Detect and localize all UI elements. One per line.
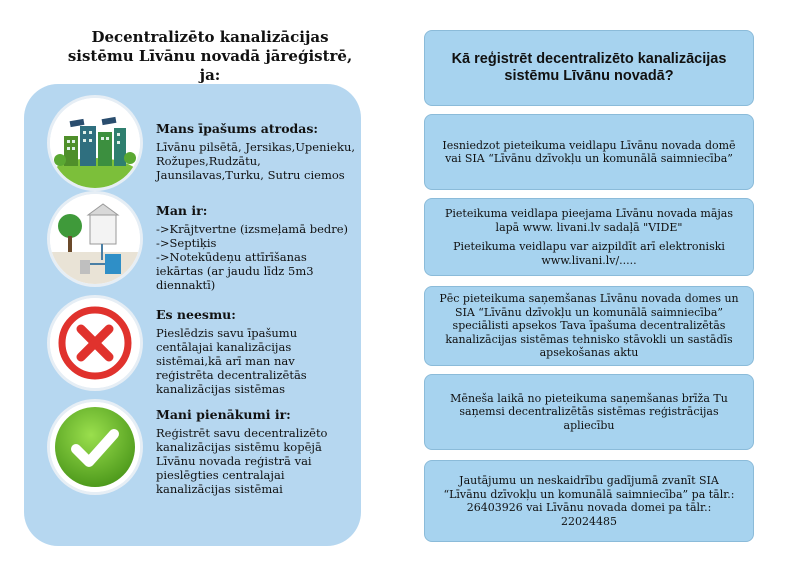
requirements-panel bbox=[24, 84, 361, 546]
step-2-text-2: Pieteikuma veidlapu var aizpildīt arī elektroniski www.livani.lv/..... bbox=[453, 240, 725, 267]
step-4-text: Mēneša laikā no pieteikuma saņemšanas brīža Tu saņemsi decentralizētās sistēmas reģistrācijas apliecību bbox=[450, 391, 728, 432]
house-sewage-icon bbox=[50, 194, 140, 284]
green-checkmark-icon bbox=[50, 402, 140, 492]
red-cross-icon bbox=[50, 298, 140, 388]
not-connected-line: Pieslēdzis savu īpašumu centālajai kanalizācijas sistēmai,kā arī man nav reģistrēta decentralizētās kanalizācijas sistēmas bbox=[156, 326, 307, 396]
step-box-2 bbox=[424, 198, 754, 276]
step-3-text: Pēc pieteikuma saņemšanas Līvānu novada domes un SIA “Līvānu dzīvokļu un komunālā saimniecība” speciālisti apsekos Tava īpašuma decentralizētās kanalizācijas sistēmas tehnisko stāvokli un sastādīs apsekošanas aktu bbox=[439, 292, 739, 360]
left-title bbox=[60, 28, 360, 85]
system-type-heading: Man ir: bbox=[156, 203, 208, 218]
step-box-4 bbox=[424, 374, 754, 450]
step-box-1 bbox=[424, 114, 754, 190]
city-buildings-icon bbox=[50, 98, 140, 188]
step-5-text: Jautājumu un neskaidrību gadījumā zvanīt SIA “Līvānu dzīvokļu un komunālā saimniecība” pa tālr.: 26403926 vai Līvānu novada domei pa tālr.: 22024485 bbox=[443, 474, 735, 528]
system-type-line-1: ->Krājtvertne (izsmeļamā bedre) bbox=[156, 222, 349, 236]
location-text bbox=[156, 122, 356, 182]
location-line: Līvānu pilsētā, Jersikas,Upenieku, Rožupes,Rudzātu, Jaunsilavas,Turku, Sutru ciemos bbox=[156, 140, 356, 182]
duties-text bbox=[156, 408, 356, 496]
left-title-line1: Decentralizēto kanalizācijas bbox=[91, 28, 329, 46]
step-box-5 bbox=[424, 460, 754, 542]
duties-heading: Mani pienākumi ir: bbox=[156, 407, 291, 422]
system-type-text bbox=[156, 204, 356, 292]
location-heading: Mans īpašums atrodas: bbox=[156, 121, 319, 136]
step-2-text-1: Pieteikuma veidlapa pieejama Līvānu novada mājas lapā www. livani.lv sadaļā "VIDE" bbox=[444, 207, 734, 234]
registration-title-box bbox=[424, 30, 754, 106]
registration-title: Kā reģistrēt decentralizēto kanalizācijas sistēmu Līvānu novadā? bbox=[451, 51, 727, 84]
system-type-line-2: ->Septiķis bbox=[156, 236, 217, 250]
not-connected-heading: Es neesmu: bbox=[156, 307, 236, 322]
step-1-text: Iesniedzot pieteikuma veidlapu Līvānu novada domē vai SIA “Līvānu dzīvokļu un komunālā saimniecība” bbox=[442, 138, 736, 165]
step-box-3 bbox=[424, 286, 754, 366]
left-title-line2: sistēmu Līvānu novadā jāreģistrē, ja: bbox=[67, 47, 353, 84]
duties-line: Reģistrēt savu decentralizēto kanalizācijas sistēmu kopējā Līvānu novada reģistrā vai pieslēgties centralajai kanalizācijas sistēmai bbox=[156, 426, 328, 496]
system-type-line-3: ->Notekūdeņu attīrīšanas iekārtas (ar jaudu līdz 5m3 diennaktī) bbox=[156, 250, 314, 292]
not-connected-text bbox=[156, 308, 356, 396]
